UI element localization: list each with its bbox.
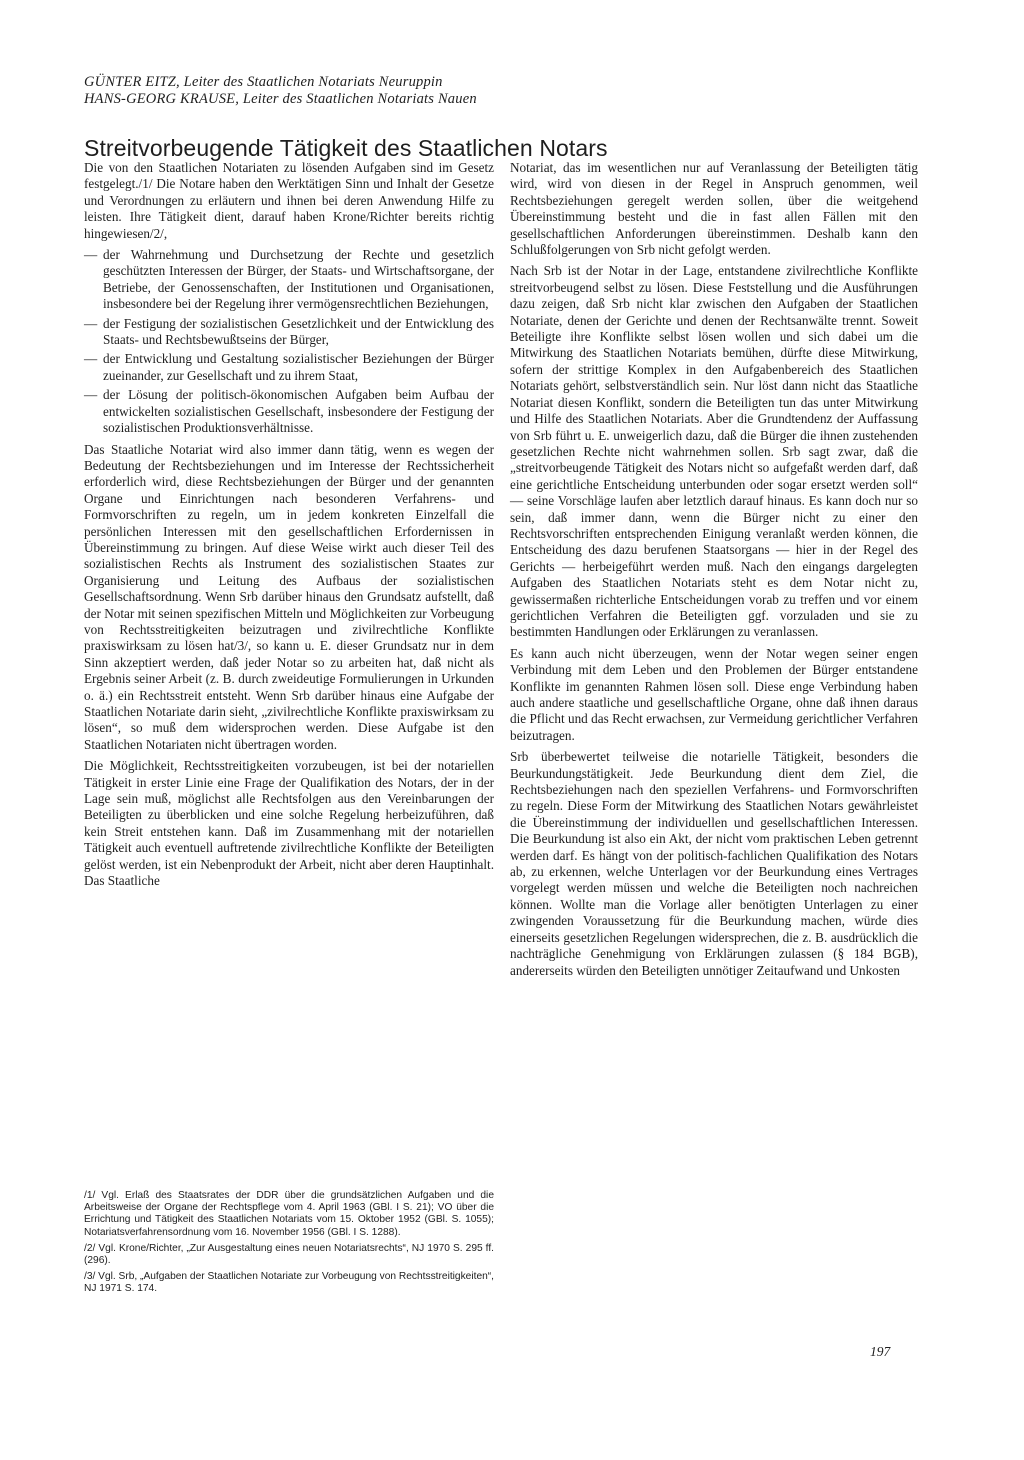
task-list-item: [84, 316, 494, 349]
author-line-1: GÜNTER EITZ, Leiter des Staatlichen Notariats Neuruppin: [84, 74, 443, 90]
task-text: der Wahrnehmung und Durchsetzung der Rechte und gesetzlich geschützten Interessen der Bürger, der Staats- und Wirtschaftsorgane, der Betriebe, der Genossenschaften, der Institutionen und Organisationen, insbesondere bei der Regelung ihrer vermögensrechtlichen Beziehungen,: [103, 247, 494, 312]
task-list-item: [84, 247, 494, 313]
task-list-item: [84, 387, 494, 436]
body-paragraph: Die Möglichkeit, Rechtsstreitigkeiten vorzubeugen, ist bei der notariellen Tätigkeit in erster Linie eine Frage der Qualifikation des Notars, der in der Lage sein muß, möglichst alle Rechtsfolgen aus den Vereinbarungen der Beteiligten zu überblicken und eine solche Regelung herbeizuführen, daß kein Streit entstehen kann. Daß im Zusammenhang mit der notariellen Tätigkeit auch eventuell auftretende zivilrechtliche Konflikte der Beteiligten gelöst werden, ist ein Nebenprodukt der Arbeit, nicht aber deren Hauptinhalt. Das Staatliche: [84, 758, 494, 889]
article-title: Streitvorbeugende Tätigkeit des Staatlichen Notars: [84, 135, 608, 162]
left-column: [84, 160, 494, 894]
dash-bullet: —: [84, 315, 98, 331]
footnote: /3/ Vgl. Srb, „Aufgaben der Staatlichen Notariate zur Vorbeugung von Rechtsstreitigkeiten“, NJ 1971 S. 174.: [84, 1271, 494, 1295]
dash-bullet: —: [84, 351, 98, 367]
task-list: [84, 247, 494, 436]
task-list-item: [84, 351, 494, 384]
body-paragraph: Notariat, das im wesentlichen nur auf Veranlassung der Beteiligten tätig wird, wird von diesen in der Regel in Anspruch genommen, weil Rechtsbeziehungen geregelt werden sollen, über die weitgehend Übereinstimmung besteht und die in fast allen Fällen mit den gesellschaftlichen Anforderungen übereinstimmen. Deshalb kann den Schlußfolgerungen von Srb nicht gefolgt werden.: [510, 160, 918, 258]
task-text: der Entwicklung und Gestaltung sozialistischer Beziehungen der Bürger zueinander, zur Gesellschaft und zu ihrem Staat,: [103, 351, 494, 383]
body-paragraph: Das Staatliche Notariat wird also immer dann tätig, wenn es wegen der Bedeutung der Rechtsbeziehungen und im Interesse der Rechtssicherheit erforderlich wird, diese Rechtsbeziehungen der Bürger und der genannten Organe und Einrichtungen nach besonderen Verfahrens- und Formvorschriften zu regeln, um in jedem konkreten Einzelfall die persönlichen Interessen mit den gesellschaftlichen Erfordernissen in Übereinstimmung zu bringen. Auf diese Weise wirkt auch dieser Teil des sozialistischen Rechts als Instrument des sozialistischen Staates zur Organisierung und Leitung des Aufbaus der sozialistischen Gesellschaftsordnung. Wenn Srb darüber hinaus den Grundsatz aufstellt, daß der Notar mit seinen spezifischen Mitteln und Möglichkeiten zur Vorbeugung von Rechtsstreitigkeiten beizutragen und zivilrechtliche Konflikte praxiswirksam zu lösen hat/3/, so kann u. E. dieser Grundsatz nur in dem Sinn akzeptiert werden, daß jeder Notar so zu arbeiten hat, daß nicht als Ergebnis seiner Arbeit (z. B. durch zweideutige Formulierungen in Urkunden o. ä.) ein Rechtsstreit entsteht. Wenn Srb darüber hinaus eine Aufgabe der Staatlichen Notariate darin sieht, „zivilrechtliche Konflikte praxiswirksam zu lösen“, so muß dem widersprochen werden. Diese Aufgabe ist den Staatlichen Notariaten nicht übertragen worden.: [84, 441, 494, 752]
right-column: [510, 160, 918, 984]
page-number: 197: [870, 1344, 891, 1359]
body-paragraph: Srb überbewertet teilweise die notarielle Tätigkeit, besonders die Beurkundungstätigkeit. Jede Beurkundung dient dem Ziel, die Rechtsbeziehungen nach den speziellen Verfahrens- und Formvorschriften zu regeln. Diese Form der Mitwirkung des Staatlichen Notars gewährleistet die Übereinstimmung der individuellen und gesellschaftlichen Interessen. Die Beurkundung ist also ein Akt, der nicht vom praktischen Leben getrennt werden darf. Es hängt von der politisch-fachlichen Qualifikation des Notars ab, zu erkennen, welche Unterlagen vor der Beurkundung eines Vertrages vorgelegt werden müssen und welche die Beteiligten noch nachreichen können. Wollte man die Vorlage aller benötigten Unterlagen zu einer zwingenden Voraussetzung für die Beurkundung machen, würde dies einerseits gesetzlichen Regelungen widersprechen, die z. B. ausdrücklich die nachträgliche Genehmigung von Erklärungen zulassen (§ 184 BGB), andererseits würden den Beteiligten unnötiger Zeitaufwand und Unkosten: [510, 749, 918, 978]
footnotes: [84, 1190, 494, 1300]
body-paragraph: Es kann auch nicht überzeugen, wenn der Notar wegen seiner engen Verbindung mit dem Leben und den Problemen der Bürger entstandene Konflikte im genannten Rahmen lösen soll. Diese enge Verbindung haben auch andere staatliche und gesellschaftliche Organe, ohne daß ihnen daraus die Pflicht und das Recht erwachsen, zur Vermeidung gerichtlicher Verfahren beizutragen.: [510, 645, 918, 743]
dash-bullet: —: [84, 247, 98, 263]
footnote: /2/ Vgl. Krone/Richter, „Zur Ausgestaltung eines neuen Notariatsrechts“, NJ 1970 S. 295 ff. (296).: [84, 1242, 494, 1267]
intro-paragraph: Die von den Staatlichen Notariaten zu lösenden Aufgaben sind im Gesetz festgelegt./1/ Die Notare haben den Werktätigen Sinn und Inhalt der Gesetze und Verordnungen zu erläutern und ihnen bei deren Anwendung Hilfe zu leisten. Ihre Tätigkeit dient, darauf haben Krone/Richter bereits richtig hingewiesen/2/,: [84, 160, 494, 241]
author-lines: [84, 74, 904, 108]
task-text: der Lösung der politisch-ökonomischen Aufgaben beim Aufbau der entwickelten sozialistischen Gesellschaft, insbesondere der Festigung der sozialistischen Produktionsverhältnisse.: [103, 387, 494, 436]
body-paragraph: Nach Srb ist der Notar in der Lage, entstandene zivilrechtliche Konflikte streitvorbeugend selbst zu lösen. Diese Feststellung und die Ausführungen dazu zeigen, daß Srb nicht klar zwischen den Aufgaben der Staatlichen Notariate, denen der Gerichte und denen der Rechtsanwälte trennt. Soweit Beteiligte ihre Konflikte selbst lösen wollen und sich dabei um die Mitwirkung des Staatlichen Notariats bemühen, dürfte diese Mitwirkung, sofern der strittige Komplex in den Aufgabenbereich des Staatlichen Notariats gehört, selbstverständlich sein. Nur löst dann nicht das Staatliche Notariat diesen Konflikt, sondern die Beteiligten tun das unter Mitwirkung und Hilfe des Staatlichen Notariats. Aber die Grundtendenz der Auffassung von Srb führt u. E. unweigerlich dazu, daß die Bürger die ihnen zustehenden gesetzlichen Rechte nicht wahrnehmen sollen. Srb sagt zwar, daß die „streitvorbeugende Tätigkeit des Notars nicht so aufgefaßt werden darf, daß eine gerichtliche Entscheidung unterbunden oder sogar ersetzt werden soll“ — seine Vorschläge laufen aber letztlich darauf hinaus. Es kann doch nur so sein, daß immer dann, wenn die Bürger nicht zu einer den Rechtsvorschriften entsprechenden Einigung veranlaßt werden können, die Entscheidung des dazu berufenen Staatsorgans — hier in der Regel des Gerichts — herbeigeführt werden muß. Nach den eingangs dargelegten Aufgaben des Staatlichen Notariats steht es dem Notar nicht zu, gewissermaßen richterliche Entscheidungen vorab zu treffen und vor einem gerichtlichen Verfahren die Beteiligten ggf. vorzuladen und sie zu bestimmten Handlungen oder Erklärungen zu veranlassen.: [510, 263, 918, 640]
author-line-2: HANS-GEORG KRAUSE, Leiter des Staatlichen Notariats Nauen: [84, 91, 477, 107]
dash-bullet: —: [84, 387, 98, 403]
task-text: der Festigung der sozialistischen Gesetzlichkeit und der Entwicklung des Staats- und Rechtsbewußtseins der Bürger,: [103, 315, 494, 348]
footnote: /1/ Vgl. Erlaß des Staatsrates der DDR über die grundsätzlichen Aufgaben und die Arbeitsweise der Organe der Rechtspflege vom 4. April 1963 (GBl. I S. 21); VO über die Errichtung und Tätigkeit des Staatlichen Notariats vom 15. Oktober 1952 (GBl. S. 1055); Notariatsverfahrensordnung vom 16. November 1956 (GBl. I S. 1288).: [84, 1190, 494, 1238]
